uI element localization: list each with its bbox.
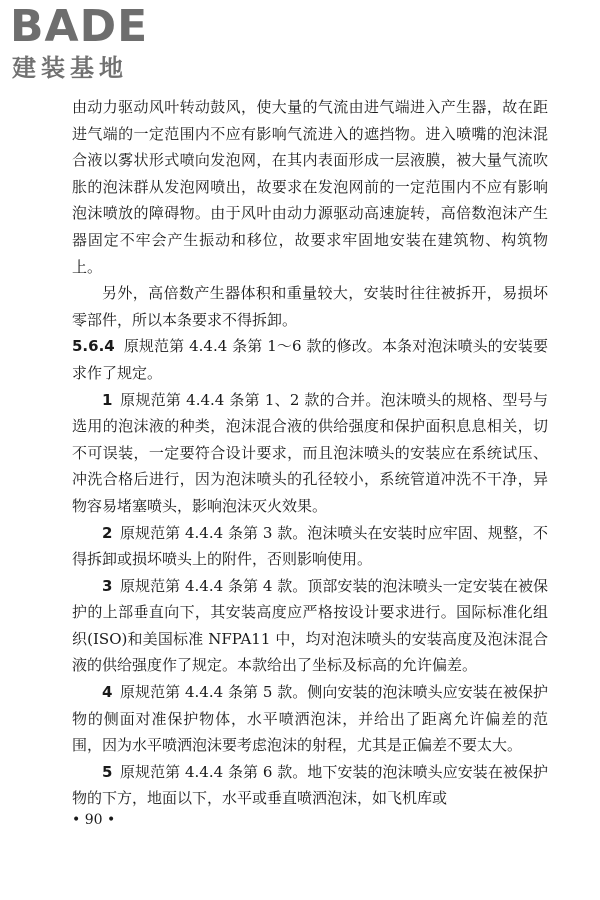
clause-number: 5.6.4 <box>72 337 115 356</box>
item-number: 2 <box>102 523 113 542</box>
item-number: 3 <box>102 576 113 595</box>
list-item <box>72 520 548 573</box>
paragraph-text: 原规范第 4.4.4 条第 4 款。顶部安装的泡沫喷头一定安装在被保护的上部垂直向下，其安装高度应严格按设计要求进行。国际标准化组织(ISO)和美国标准 NFPA11 中，均对泡沫喷头的安装高度及泡沫混合液的供给强度作了规定。本款给出了坐标及标高的允许偏差。 <box>72 576 548 675</box>
list-item <box>72 387 548 520</box>
logo-wordmark: BADE <box>10 1 149 52</box>
paragraph-text: 原规范第 4.4.4 条第 6 款。地下安装的泡沫喷头应安装在被保护物的下方，地面以下，水平或垂直喷洒泡沫，如飞机库或 <box>72 762 548 808</box>
item-number: 4 <box>102 683 113 702</box>
list-item <box>72 679 548 759</box>
logo-subtitle: 建装基地 <box>12 54 128 82</box>
clause-heading <box>72 333 548 386</box>
paragraph-text: 另外，高倍数产生器体积和重量较大，安装时往往被拆开，易损坏零部件，所以本条要求不得拆卸。 <box>72 284 548 329</box>
paragraph <box>72 280 548 333</box>
logo <box>10 2 180 86</box>
paragraph-text: 原规范第 4.4.4 条第 5 款。侧向安装的泡沫喷头应安装在被保护物的侧面对准保护物体，水平喷洒泡沫，并给出了距离允许偏差的范围，因为水平喷洒泡沫要考虑泡沫的射程，尤其是正偏差不要太大。 <box>72 683 548 755</box>
paragraph <box>72 94 548 280</box>
list-item <box>72 573 548 679</box>
list-item <box>72 759 548 812</box>
paragraph-text: 由动力驱动风叶转动鼓风，使大量的气流由进气端进入产生器，故在距进气端的一定范围内不应有影响气流进入的遮挡物。进入喷嘴的泡沫混合液以雾状形式喷向发泡网，在其内表面形成一层液膜，被大量气流吹胀的泡沫群从发泡网喷出，故要求在发泡网前的一定范围内不应有影响泡沫喷放的障碍物。由于风叶由动力源驱动高速旋转，高倍数泡沫产生器固定不牢会产生振动和移位，故要求牢固地安装在建筑物、构筑物上。 <box>72 98 548 276</box>
page-number: • 90 • <box>72 812 116 828</box>
paragraph-text: 原规范第 4.4.4 条第 1、2 款的合并。泡沫喷头的规格、型号与选用的泡沫液的种类，泡沫混合液的供给强度和保护面积息息相关，切不可误装，一定要符合设计要求，而且泡沫喷头的安装应在系统试压、冲洗合格后进行，因为泡沫喷头的孔径较小，系统管道冲洗不干净，异物容易堵塞喷头，影响泡沫灭火效果。 <box>72 390 548 515</box>
item-number: 1 <box>102 390 113 409</box>
item-number: 5 <box>102 762 113 781</box>
document-body <box>72 94 548 812</box>
paragraph-text: 原规范第 4.4.4 条第 3 款。泡沫喷头在安装时应牢固、规整，不得拆卸或损坏喷头上的附件，否则影响使用。 <box>72 523 548 569</box>
paragraph-text: 原规范第 4.4.4 条第 1～6 款的修改。本条对泡沫喷头的安装要求作了规定。 <box>72 337 548 382</box>
